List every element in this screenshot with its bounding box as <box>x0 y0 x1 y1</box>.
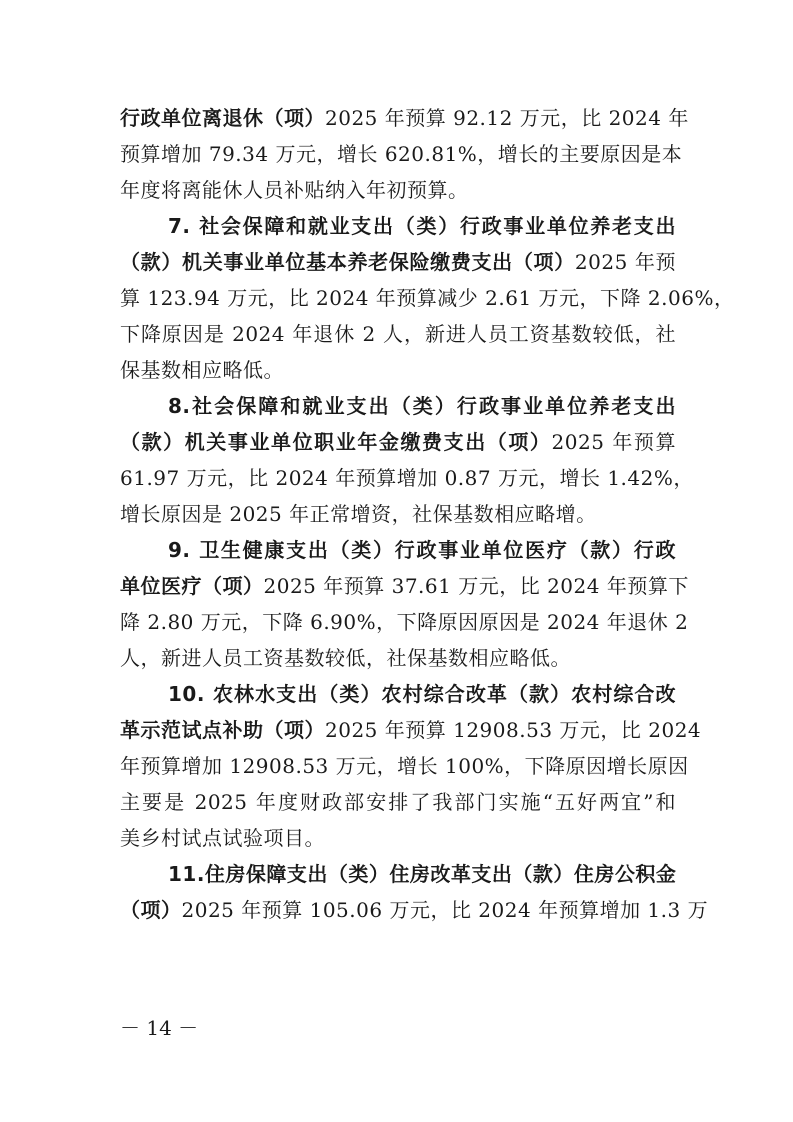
text-line: 人，新进人员工资基数较低，社保基数相应略低。 <box>120 646 571 670</box>
paragraph-retirement <box>120 100 689 208</box>
text-line: 保基数相应略低。 <box>120 358 284 382</box>
text-line: 10. 农林水支出（类）农村综合改革（款）农村综合改 <box>168 682 676 706</box>
text-line: 降 2.80 万元，下降 6.90%，下降原因原因是 2024 年退休 2 <box>120 610 689 634</box>
text-line: 算 123.94 万元，比 2024 年预算减少 2.61 万元，下降 2.06%， <box>120 286 735 310</box>
page-number: － 14 － <box>120 1016 199 1040</box>
text-line: 61.97 万元，比 2024 年预算增加 0.87 万元，增长 1.42%， <box>120 466 694 490</box>
document-body <box>120 100 735 928</box>
text-line: 预算增加 79.34 万元，增长 620.81%，增长的主要原因是本 <box>120 142 683 166</box>
text-line: （款）机关事业单位基本养老保险缴费支出（项）2025 年预 <box>120 250 676 274</box>
paragraph-item-11 <box>120 856 709 928</box>
text-line: 年度将离能休人员补贴纳入年初预算。 <box>120 178 469 202</box>
text-line: （项）2025 年预算 105.06 万元，比 2024 年预算增加 1.3 万 <box>120 898 709 922</box>
text-line: 单位医疗（项）2025 年预算 37.61 万元，比 2024 年预算下 <box>120 574 689 598</box>
text-line: 增长原因是 2025 年正常增资，社保基数相应略增。 <box>120 502 597 526</box>
text-line: 革示范试点补助（项）2025 年预算 12908.53 万元，比 2024 <box>120 718 702 742</box>
text-line: 11.住房保障支出（类）住房改革支出（款）住房公积金 <box>168 862 677 886</box>
text-line: 9. 卫生健康支出（类）行政事业单位医疗（款）行政 <box>168 538 676 562</box>
paragraph-item-7 <box>120 208 735 388</box>
text-line: 下降原因是 2024 年退休 2 人，新进人员工资基数较低，社 <box>120 322 676 346</box>
text-line: 主要是 2025 年度财政部安排了我部门实施“五好两宜”和 <box>120 790 676 814</box>
text-line: 8.社会保障和就业支出（类）行政事业单位养老支出 <box>168 394 676 418</box>
paragraph-item-9 <box>120 532 689 676</box>
text-line: 美乡村试点试验项目。 <box>120 826 325 850</box>
text-line: 7. 社会保障和就业支出（类）行政事业单位养老支出 <box>168 214 676 238</box>
text-line: （款）机关事业单位职业年金缴费支出（项）2025 年预算 <box>120 430 676 454</box>
paragraph-item-8 <box>120 388 694 532</box>
text-line: 行政单位离退休（项）2025 年预算 92.12 万元，比 2024 年 <box>120 106 689 130</box>
paragraph-item-10 <box>120 676 702 856</box>
text-line: 年预算增加 12908.53 万元，增长 100%，下降原因增长原因 <box>120 754 689 778</box>
